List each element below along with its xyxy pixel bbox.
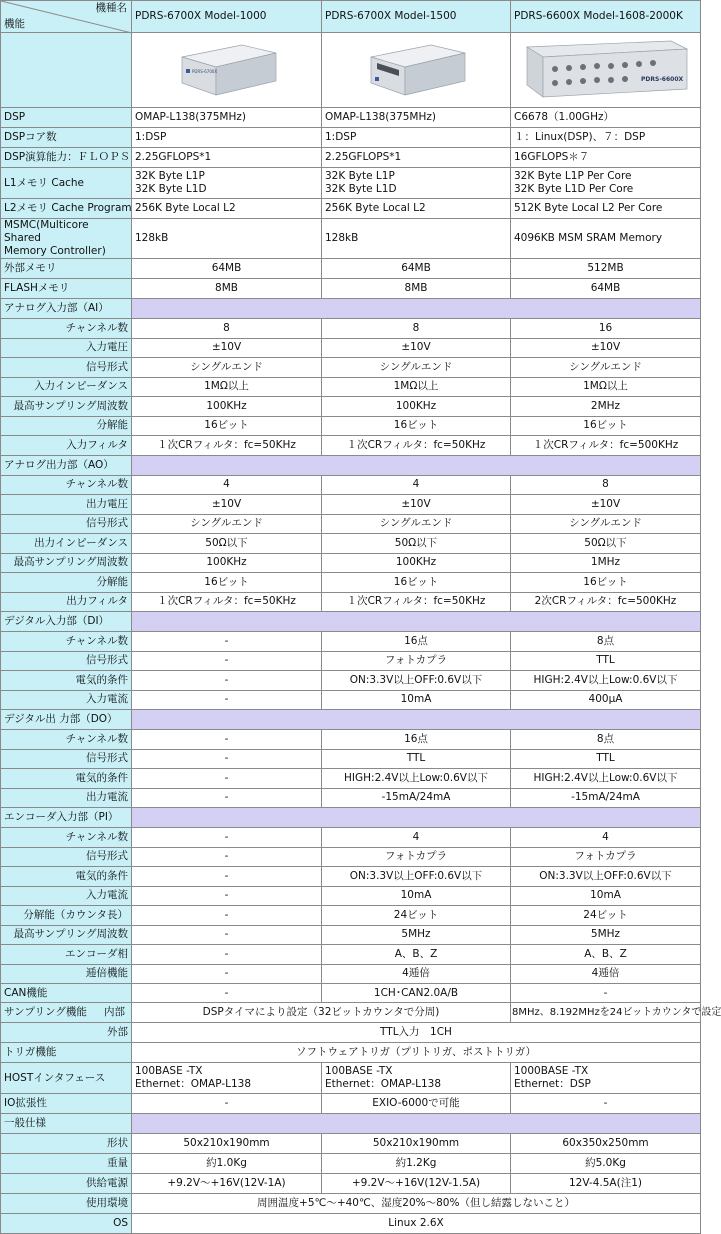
ao-value: 2次CRフィルタ：fc=500KHz <box>511 592 701 612</box>
ai-label: 最高サンプリング周波数 <box>1 397 132 417</box>
do-value: - <box>132 769 322 789</box>
ai-value: ±10V <box>322 338 511 358</box>
ai-label: 分解能 <box>1 416 132 436</box>
di-row <box>1 632 701 652</box>
do-value: -15mA/24mA <box>511 788 701 808</box>
row-msmc <box>1 219 701 259</box>
ai-value: 1MΩ以上 <box>132 377 322 397</box>
ai-value: ±10V <box>511 338 701 358</box>
device-image-2 <box>361 39 471 101</box>
ai-row <box>1 319 701 339</box>
flash-value-3: 64MB <box>511 279 701 299</box>
do-label: 出力電流 <box>1 788 132 808</box>
ai-row <box>1 397 701 417</box>
ao-label: 分解能 <box>1 573 132 593</box>
pi-value: 24ビット <box>511 906 701 926</box>
model-header-1: PDRS-6700X Model-1000 <box>132 1 322 33</box>
pi-value: 4 <box>322 828 511 848</box>
device-3-logo-text: PDRS-6600X <box>640 76 683 83</box>
ao-row <box>1 553 701 573</box>
ext_mem-value-3: 512MB <box>511 259 701 279</box>
pi-row <box>1 945 701 965</box>
corner-function-label: 機能 <box>4 18 25 30</box>
corner-model-label: 機種名 <box>95 2 127 14</box>
label-flash: FLASHメモリ <box>1 279 132 299</box>
ai-value: シングルエンド <box>511 358 701 378</box>
ao-label: 出力フィルタ <box>1 592 132 612</box>
ao-value: 100KHz <box>132 553 322 573</box>
flops-value-3: 16GFLOPS＊７ <box>511 148 701 168</box>
l2-value-1: 256K Byte Local L2 <box>132 199 322 219</box>
section-ao <box>1 455 701 475</box>
label-l1: L1メモリ Cache <box>1 168 132 199</box>
line-0: 100BASE -TX <box>135 1065 203 1077</box>
ao-value: 16ビット <box>511 573 701 593</box>
l1-value-3 <box>511 168 701 199</box>
section-general <box>1 1114 701 1134</box>
pi-value: - <box>132 847 322 867</box>
label-core: DSPコア数 <box>1 128 132 148</box>
host-value-2 <box>322 1063 511 1094</box>
pi-value: ON:3.3V以上OFF:0.6V以下 <box>511 867 701 887</box>
sampling-external-value: TTL入力 1CH <box>132 1023 701 1043</box>
ai-row <box>1 338 701 358</box>
section-band-general <box>132 1114 701 1134</box>
logo-icon <box>186 69 190 73</box>
pi-row <box>1 828 701 848</box>
ai-value: 100KHz <box>322 397 511 417</box>
l2-value-3: 512K Byte Local L2 Per Core <box>511 199 701 219</box>
di-value: TTL <box>511 651 701 671</box>
row-sampling-internal <box>1 1003 701 1023</box>
pi-row <box>1 867 701 887</box>
di-label: 電気的条件 <box>1 671 132 691</box>
io-value-2: EXIO-6000で可能 <box>322 1094 511 1114</box>
general-row-weight <box>1 1154 701 1174</box>
line-0: 32K Byte L1P <box>325 170 395 182</box>
line-0: 32K Byte L1P <box>135 170 205 182</box>
general-row-power <box>1 1174 701 1194</box>
sampling-internal-12: DSPタイマにより設定（32ビットカウンタで分周) <box>132 1003 511 1023</box>
row-can <box>1 984 701 1003</box>
do-value: 8点 <box>511 730 701 750</box>
ai-label: 信号形式 <box>1 358 132 378</box>
ao-row <box>1 592 701 612</box>
row-ext_mem <box>1 259 701 279</box>
di-value: - <box>132 671 322 691</box>
label-flops: DSP演算能力：ＦＬＯＰＳ <box>1 148 132 168</box>
ai-row <box>1 377 701 397</box>
ao-value: シングルエンド <box>511 514 701 534</box>
ao-value: ±10V <box>132 495 322 515</box>
section-ai <box>1 299 701 319</box>
ao-value: シングルエンド <box>322 514 511 534</box>
pi-row <box>1 886 701 906</box>
pi-value: 5MHz <box>511 925 701 945</box>
di-label: 信号形式 <box>1 651 132 671</box>
di-value: ON:3.3V以上OFF:0.6V以下 <box>322 671 511 691</box>
ao-value: 16ビット <box>132 573 322 593</box>
do-row <box>1 788 701 808</box>
trigger-value: ソフトウェアトリガ（プリトリガ、ポストトリガ） <box>132 1043 701 1063</box>
ao-value: １次CRフィルタ：fc=50KHz <box>132 592 322 612</box>
msmc-value-1: 128kB <box>132 219 322 259</box>
pi-label: 電気的条件 <box>1 867 132 887</box>
image-label-cell <box>1 33 132 108</box>
os-value: Linux 2.6X <box>132 1214 701 1234</box>
ao-value: シングルエンド <box>132 514 322 534</box>
pi-value: - <box>132 906 322 926</box>
line-0: 100BASE -TX <box>325 1065 393 1077</box>
model-header-2: PDRS-6700X Model-1500 <box>322 1 511 33</box>
ao-value: 16ビット <box>322 573 511 593</box>
section-band-di <box>132 612 701 632</box>
weight-value-1: 約1.0Kg <box>132 1154 322 1174</box>
pi-value: - <box>132 945 322 965</box>
power-value-2: +9.2V～+16V(12V-1.5A) <box>322 1174 511 1194</box>
header-row <box>1 1 701 33</box>
row-flops <box>1 148 701 168</box>
ao-row <box>1 573 701 593</box>
pi-label: 分解能（カウンタ長） <box>1 906 132 926</box>
ai-value: シングルエンド <box>132 358 322 378</box>
label-msmc <box>1 219 132 259</box>
flops-value-2: 2.25GFLOPS*1 <box>322 148 511 168</box>
label-can: CAN機能 <box>1 984 132 1003</box>
do-row <box>1 749 701 769</box>
label-trigger: トリガ機能 <box>1 1043 132 1063</box>
row-l1 <box>1 168 701 199</box>
can-value-3: - <box>511 984 701 1003</box>
do-label: 電気的条件 <box>1 769 132 789</box>
ai-row <box>1 358 701 378</box>
pi-value: 4 <box>511 828 701 848</box>
ai-label: 入力電圧 <box>1 338 132 358</box>
ai-value: 1MΩ以上 <box>511 377 701 397</box>
section-band-do <box>132 710 701 730</box>
pi-label: 入力電流 <box>1 886 132 906</box>
do-value: TTL <box>322 749 511 769</box>
pi-value: - <box>132 886 322 906</box>
do-value: HIGH:2.4V以上Low:0.6V以下 <box>511 769 701 789</box>
line-1: Ethernet：DSP <box>514 1078 591 1090</box>
di-value: 8点 <box>511 632 701 652</box>
ai-row <box>1 416 701 436</box>
ai-value: 2MHz <box>511 397 701 417</box>
section-title-do: デジタル出 力部（DO） <box>1 710 132 730</box>
ext_mem-value-2: 64MB <box>322 259 511 279</box>
ao-value: ±10V <box>322 495 511 515</box>
device-1-logo-text: PDRS-6700X <box>191 69 217 74</box>
can-value-1: - <box>132 984 322 1003</box>
pi-row <box>1 925 701 945</box>
weight-value-3: 約5.0Kg <box>511 1154 701 1174</box>
pi-label: 信号形式 <box>1 847 132 867</box>
row-dsp <box>1 108 701 128</box>
ai-value: 16 <box>511 319 701 339</box>
power-value-3: 12V-4.5A(注1) <box>511 1174 701 1194</box>
ao-row <box>1 534 701 554</box>
section-title-general: 一般仕様 <box>1 1114 132 1134</box>
line-0: MSMC(Multicore Shared <box>4 219 89 244</box>
di-value: - <box>132 632 322 652</box>
pi-label: チャンネル数 <box>1 828 132 848</box>
ao-value: 100KHz <box>322 553 511 573</box>
do-label: チャンネル数 <box>1 730 132 750</box>
ao-label: 最高サンプリング周波数 <box>1 553 132 573</box>
ai-label: 入力フィルタ <box>1 436 132 456</box>
do-row <box>1 730 701 750</box>
do-label: 信号形式 <box>1 749 132 769</box>
section-di <box>1 612 701 632</box>
sampling-internal-label: 内部 <box>104 1006 125 1018</box>
shape-value-1: 50x210x190mm <box>132 1134 322 1154</box>
core-value-1: 1:DSP <box>132 128 322 148</box>
model-header-3: PDRS-6600X Model-1608-2000K <box>511 1 701 33</box>
pi-label: 逓倍機能 <box>1 964 132 984</box>
ao-value: 50Ω以下 <box>132 534 322 554</box>
l1-value-2 <box>322 168 511 199</box>
label-dsp: DSP <box>1 108 132 128</box>
di-value: - <box>132 690 322 710</box>
flops-value-1: 2.25GFLOPS*1 <box>132 148 322 168</box>
do-value: TTL <box>511 749 701 769</box>
ao-value: 8 <box>511 475 701 495</box>
di-value: - <box>132 651 322 671</box>
ext_mem-value-1: 64MB <box>132 259 322 279</box>
line-0: 1000BASE -TX <box>514 1065 589 1077</box>
ai-value: 16ビット <box>322 416 511 436</box>
device-image-3-cell <box>511 33 701 108</box>
ai-value: ±10V <box>132 338 322 358</box>
di-row <box>1 651 701 671</box>
general-row-os <box>1 1214 701 1234</box>
label-sampling <box>1 1003 132 1023</box>
shape-value-3: 60x350x250mm <box>511 1134 701 1154</box>
ao-row <box>1 514 701 534</box>
line-0: 32K Byte L1P Per Core <box>514 170 632 182</box>
section-do <box>1 710 701 730</box>
device-image-1-cell <box>132 33 322 108</box>
ao-label: 出力電圧 <box>1 495 132 515</box>
section-band-ai <box>132 299 701 319</box>
ao-row <box>1 475 701 495</box>
do-row <box>1 769 701 789</box>
host-value-3 <box>511 1063 701 1094</box>
pi-value: A、B、Z <box>511 945 701 965</box>
msmc-value-3: 4096KB MSM SRAM Memory <box>511 219 701 259</box>
ai-value: 16ビット <box>132 416 322 436</box>
ao-value: 50Ω以下 <box>511 534 701 554</box>
pi-value: 4逓倍 <box>322 964 511 984</box>
section-title-ai: アナログ入力部（AI） <box>1 299 132 319</box>
header-corner-cell <box>1 1 132 33</box>
device-image-2-cell <box>322 33 511 108</box>
section-pi <box>1 808 701 828</box>
ao-label: チャンネル数 <box>1 475 132 495</box>
general-label-power: 供給電源 <box>1 1174 132 1194</box>
section-title-pi: エンコーダ入力部（PI） <box>1 808 132 828</box>
ai-row <box>1 436 701 456</box>
pi-value: 24ビット <box>322 906 511 926</box>
l1-value-1 <box>132 168 322 199</box>
msmc-value-2: 128kB <box>322 219 511 259</box>
ao-label: 信号形式 <box>1 514 132 534</box>
do-value: - <box>132 749 322 769</box>
device-image-3 <box>521 39 691 101</box>
pi-value: - <box>132 925 322 945</box>
l2-value-2: 256K Byte Local L2 <box>322 199 511 219</box>
section-title-ao: アナログ出力部（AO） <box>1 455 132 475</box>
di-row <box>1 671 701 691</box>
can-value-2: 1CH･CAN2.0A/B <box>322 984 511 1003</box>
general-row-env <box>1 1194 701 1214</box>
pi-value: フォトカプラ <box>511 847 701 867</box>
sampling-external-label: 外部 <box>1 1023 132 1043</box>
flash-value-2: 8MB <box>322 279 511 299</box>
general-row-shape <box>1 1134 701 1154</box>
flash-value-1: 8MB <box>132 279 322 299</box>
general-label-weight: 重量 <box>1 1154 132 1174</box>
ao-value: １次CRフィルタ：fc=50KHz <box>322 592 511 612</box>
ai-value: 100KHz <box>132 397 322 417</box>
row-io <box>1 1094 701 1114</box>
io-value-1: - <box>132 1094 322 1114</box>
general-label-env: 使用環境 <box>1 1194 132 1214</box>
ao-value: 4 <box>322 475 511 495</box>
logo-icon <box>375 77 379 81</box>
io-value-3: - <box>511 1094 701 1114</box>
di-value: 16点 <box>322 632 511 652</box>
label-host: HOSTインタフェース <box>1 1063 132 1094</box>
ao-value: 1MHz <box>511 553 701 573</box>
di-label: チャンネル数 <box>1 632 132 652</box>
dsp-value-1: OMAP-L138(375MHz) <box>132 108 322 128</box>
sampling-internal-3: 8MHz、8.192MHzを24ビットカウンタで設定 <box>511 1003 701 1023</box>
ai-value: １次CRフィルタ：fc=50KHz <box>322 436 511 456</box>
label-ext_mem: 外部メモリ <box>1 259 132 279</box>
section-band-ao <box>132 455 701 475</box>
line-1: 32K Byte L1D Per Core <box>514 183 634 195</box>
ai-label: チャンネル数 <box>1 319 132 339</box>
ai-value: シングルエンド <box>322 358 511 378</box>
core-value-2: 1:DSP <box>322 128 511 148</box>
pi-value: - <box>132 867 322 887</box>
di-value: フォトカプラ <box>322 651 511 671</box>
pi-row <box>1 847 701 867</box>
ao-row <box>1 495 701 515</box>
ai-value: 8 <box>322 319 511 339</box>
row-sampling-external <box>1 1023 701 1043</box>
pi-value: 10mA <box>322 886 511 906</box>
env-value: 周囲温度+5℃～+40℃、湿度20%～80%（但し結露しないこと） <box>132 1194 701 1214</box>
pi-value: 5MHz <box>322 925 511 945</box>
row-core <box>1 128 701 148</box>
label-io: IO拡張性 <box>1 1094 132 1114</box>
weight-value-2: 約1.2Kg <box>322 1154 511 1174</box>
di-value: HIGH:2.4V以上Low:0.6V以下 <box>511 671 701 691</box>
do-value: HIGH:2.4V以上Low:0.6V以下 <box>322 769 511 789</box>
di-label: 入力電流 <box>1 690 132 710</box>
pi-label: 最高サンプリング周波数 <box>1 925 132 945</box>
do-value: 16点 <box>322 730 511 750</box>
line-1: 32K Byte L1D <box>135 183 207 195</box>
dsp-value-3: C6678（1.00GHz） <box>511 108 701 128</box>
di-row <box>1 690 701 710</box>
di-value: 400μA <box>511 690 701 710</box>
row-l2 <box>1 199 701 219</box>
shape-value-2: 50x210x190mm <box>322 1134 511 1154</box>
ai-value: 1MΩ以上 <box>322 377 511 397</box>
device-image-1 <box>172 39 282 101</box>
ai-value: １次CRフィルタ：fc=50KHz <box>132 436 322 456</box>
line-1: Memory Controller) <box>4 245 106 257</box>
pi-value: フォトカプラ <box>322 847 511 867</box>
ao-value: 50Ω以下 <box>322 534 511 554</box>
di-value: 10mA <box>322 690 511 710</box>
ao-label: 出力インピーダンス <box>1 534 132 554</box>
do-value: - <box>132 788 322 808</box>
pi-value: A、B、Z <box>322 945 511 965</box>
ai-value: 8 <box>132 319 322 339</box>
core-value-3: １：Linux(DSP)、７：DSP <box>511 128 701 148</box>
host-value-1 <box>132 1063 322 1094</box>
pi-label: エンコーダ相 <box>1 945 132 965</box>
do-value: - <box>132 730 322 750</box>
row-trigger <box>1 1043 701 1063</box>
pi-value: 4逓倍 <box>511 964 701 984</box>
sampling-title: サンプリング機能 <box>4 1006 87 1018</box>
ai-label: 入力インピーダンス <box>1 377 132 397</box>
pi-value: 10mA <box>511 886 701 906</box>
dsp-value-2: OMAP-L138(375MHz) <box>322 108 511 128</box>
pi-value: - <box>132 828 322 848</box>
pi-row <box>1 906 701 926</box>
section-title-di: デジタル入力部（DI） <box>1 612 132 632</box>
ao-value: ±10V <box>511 495 701 515</box>
general-label-os: OS <box>1 1214 132 1234</box>
line-1: 32K Byte L1D <box>325 183 397 195</box>
general-label-shape: 形状 <box>1 1134 132 1154</box>
image-row <box>1 33 701 108</box>
row-host <box>1 1063 701 1094</box>
row-flash <box>1 279 701 299</box>
power-value-1: +9.2V～+16V(12V-1A) <box>132 1174 322 1194</box>
ao-value: 4 <box>132 475 322 495</box>
pi-row <box>1 964 701 984</box>
ai-value: 16ビット <box>511 416 701 436</box>
pi-value: - <box>132 964 322 984</box>
ai-value: １次CRフィルタ：fc=500KHz <box>511 436 701 456</box>
pi-value: ON:3.3V以上OFF:0.6V以下 <box>322 867 511 887</box>
line-1: Ethernet：OMAP-L138 <box>135 1078 252 1090</box>
label-l2: L2メモリ Cache Program <box>1 199 132 219</box>
line-1: Ethernet：OMAP-L138 <box>325 1078 442 1090</box>
do-value: -15mA/24mA <box>322 788 511 808</box>
section-band-pi <box>132 808 701 828</box>
